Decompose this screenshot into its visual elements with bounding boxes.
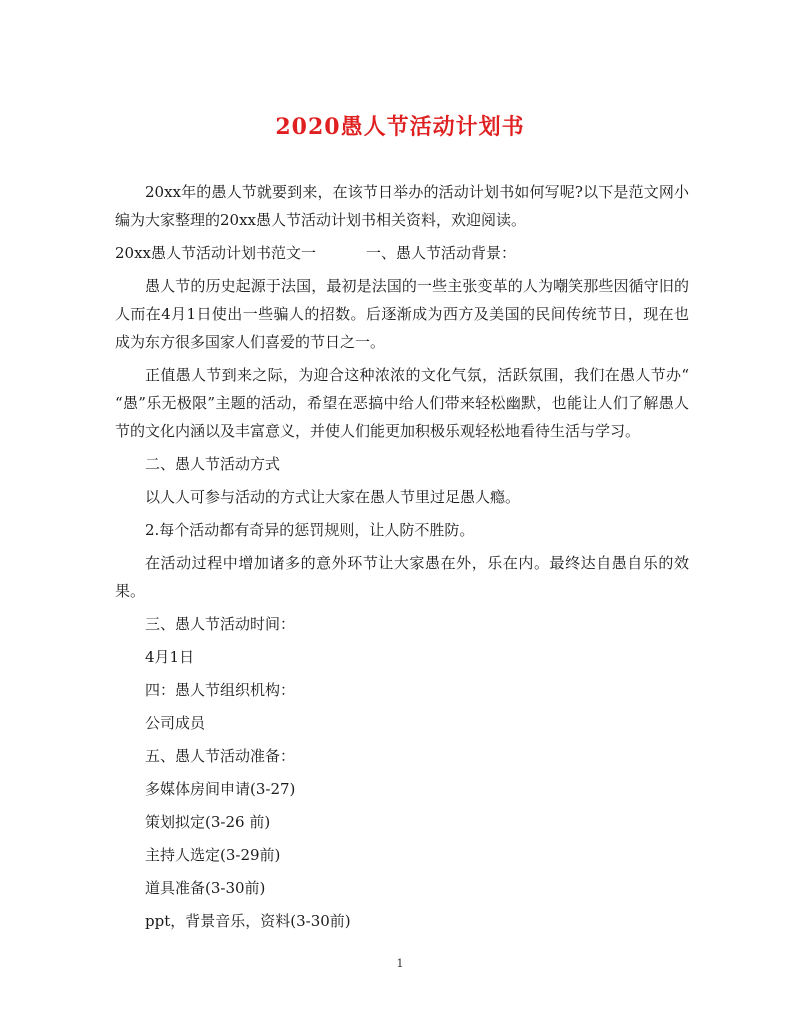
intro-paragraph: 20xx年的愚人节就要到来，在该节日举办的活动计划书如何写呢?以下是范文网小编为大家整理的20xx愚人节活动计划书相关资料，欢迎阅读。 bbox=[115, 183, 689, 229]
prep-item: 道具准备(3-30前) bbox=[145, 879, 266, 897]
method-item-2: 2.每个活动都有奇异的惩罚规则，让人防不胜防。 bbox=[145, 521, 475, 539]
document-title: 2020愚人节活动计划书 bbox=[275, 114, 525, 140]
background-paragraph-1: 愚人节的历史起源于法国，最初是法国的一些主张变革的人为嘲笑那些因循守旧的人而在4月1日使出一些骗人的招数。后逐渐成为西方及美国的民间传统节日，现在也成为东方很多国家人们喜爱的节日之一。 bbox=[115, 277, 689, 351]
background-paragraph-2: 正值愚人节到来之际，为迎合这种浓浓的文化气氛，活跃氛围，我们在愚人节办“ “愚”乐无极限”主题的活动，希望在恶搞中给人们带来轻松幽默，也能让人们了解愚人节的文化内涵以及丰富意义，并使人们能更加积极乐观轻松地看待生活与学习。 bbox=[115, 366, 689, 440]
sample-label: 20xx愚人节活动计划书范文一 bbox=[115, 244, 317, 262]
sample-heading-line bbox=[115, 239, 689, 267]
document-body bbox=[115, 178, 689, 940]
section3-heading: 三、愚人节活动时间： bbox=[145, 615, 296, 633]
prep-item: 主持人选定(3-29前) bbox=[145, 846, 281, 864]
page-number: 1 bbox=[396, 957, 404, 970]
section1-heading: 一、愚人节活动背景： bbox=[366, 244, 517, 262]
section4-heading: 四：愚人节组织机构： bbox=[145, 681, 296, 699]
prep-item: 策划拟定(3-26 前) bbox=[145, 813, 271, 831]
organizer: 公司成员 bbox=[145, 714, 206, 732]
prep-item: 多媒体房间申请(3-27) bbox=[145, 780, 296, 798]
method-item-1: 以人人可参与活动的方式让大家在愚人节里过足愚人瘾。 bbox=[145, 488, 521, 506]
prep-item: ppt，背景音乐，资料(3-30前) bbox=[145, 912, 351, 930]
activity-date: 4月1日 bbox=[145, 648, 195, 666]
section5-heading: 五、愚人节活动准备： bbox=[145, 747, 296, 765]
section2-heading: 二、愚人节活动方式 bbox=[145, 455, 281, 473]
method-item-3: 在活动过程中增加诸多的意外环节让大家愚在外，乐在内。最终达自愚自乐的效果。 bbox=[115, 554, 689, 600]
